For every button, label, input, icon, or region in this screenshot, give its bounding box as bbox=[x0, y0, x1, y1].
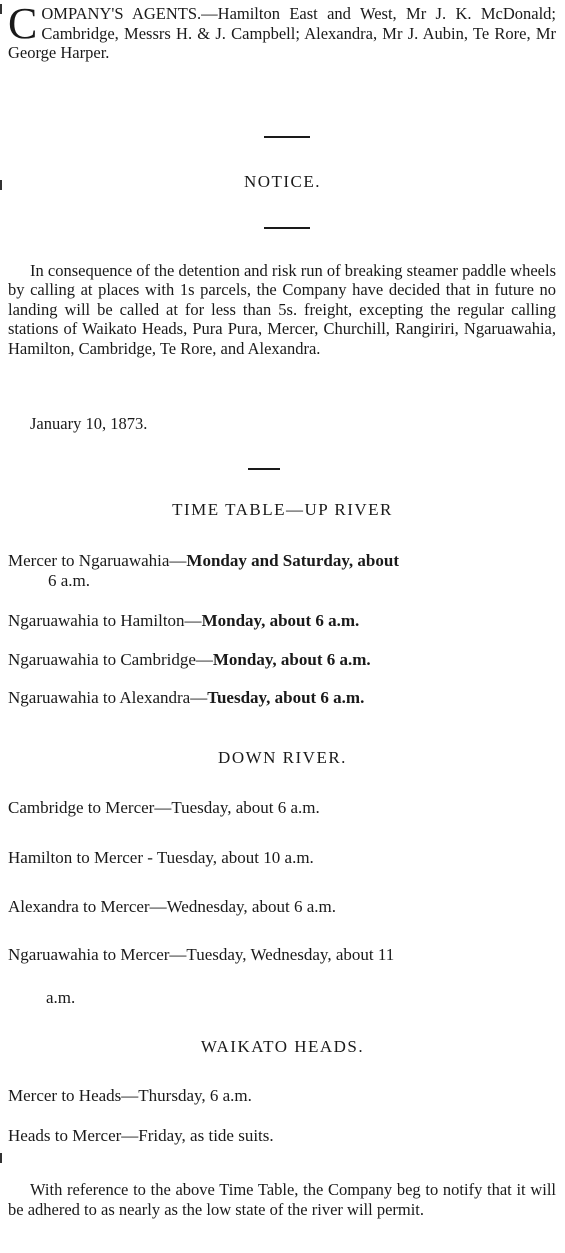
closing-paragraph: With reference to the above Time Table, the Company beg to notify that it will be adhered to as nearly as the low state of the river will permit. bbox=[8, 1180, 556, 1219]
timetable-entry bbox=[8, 611, 558, 631]
up-river-heading: TIME TABLE—UP RIVER bbox=[172, 500, 393, 519]
route-label: Mercer to Ngaruawahia— bbox=[8, 551, 187, 570]
column-edge-mark bbox=[0, 1153, 2, 1163]
route-label: Ngaruawahia to Hamilton— bbox=[8, 611, 202, 630]
timetable-entry: Hamilton to Mercer - Tuesday, about 10 a.m. bbox=[8, 848, 314, 867]
company-agents-text: OMPANY'S AGENTS.—Hamilton East and West, Mr J. K. McDonald; Cambridge, Messrs H. & J. Campbell; Alexandra, Mr J. Aubin, Te Rore, Mr George Harper. bbox=[8, 4, 556, 62]
schedule-text: Tuesday, about 6 a.m. bbox=[207, 688, 365, 707]
schedule-text: Monday, about 6 a.m. bbox=[201, 611, 360, 630]
notice-heading: NOTICE. bbox=[243, 172, 322, 191]
timetable-entry bbox=[8, 650, 558, 670]
waikato-heads-heading: WAIKATO HEADS. bbox=[200, 1037, 365, 1056]
section-divider bbox=[248, 468, 280, 470]
timetable-entry-continuation: a.m. bbox=[46, 988, 76, 1007]
timetable-entry: Mercer to Heads—Thursday, 6 a.m. bbox=[8, 1086, 252, 1105]
timetable-entry bbox=[8, 688, 558, 708]
timetable-entry bbox=[8, 551, 558, 591]
company-agents-paragraph bbox=[8, 0, 556, 63]
schedule-continuation: 6 a.m. bbox=[48, 571, 91, 590]
schedule-text: Monday and Saturday, about bbox=[186, 551, 399, 570]
down-river-heading: DOWN RIVER. bbox=[218, 748, 347, 767]
timetable-entry: Heads to Mercer—Friday, as tide suits. bbox=[8, 1126, 274, 1145]
column-edge-mark bbox=[0, 4, 2, 14]
notice-body: In consequence of the detention and risk run of breaking steamer paddle wheels by calling at places with 1s parcels, the Company have decided that in future no landing will be called at for less than 5s. freight, excepting the regular calling stations of Waikato Heads, Pura Pura, Mercer, Churchill, Rangiriri, Ngaruawahia, Hamilton, Cambridge, Te Rore, and Alexandra. bbox=[8, 261, 556, 358]
notice-date: January 10, 1873. bbox=[30, 414, 148, 433]
section-divider bbox=[264, 136, 310, 138]
schedule-text: Monday, about 6 a.m. bbox=[212, 650, 371, 669]
route-label: Ngaruawahia to Alexandra— bbox=[8, 688, 208, 707]
timetable-entry: Ngaruawahia to Mercer—Tuesday, Wednesday, about 11 bbox=[8, 945, 395, 964]
route-label: Ngaruawahia to Cambridge— bbox=[8, 650, 213, 669]
drop-cap: C bbox=[8, 0, 38, 48]
section-divider bbox=[264, 227, 310, 229]
timetable-entry: Cambridge to Mercer—Tuesday, about 6 a.m. bbox=[8, 798, 320, 817]
timetable-entry: Alexandra to Mercer—Wednesday, about 6 a.m. bbox=[8, 897, 336, 916]
